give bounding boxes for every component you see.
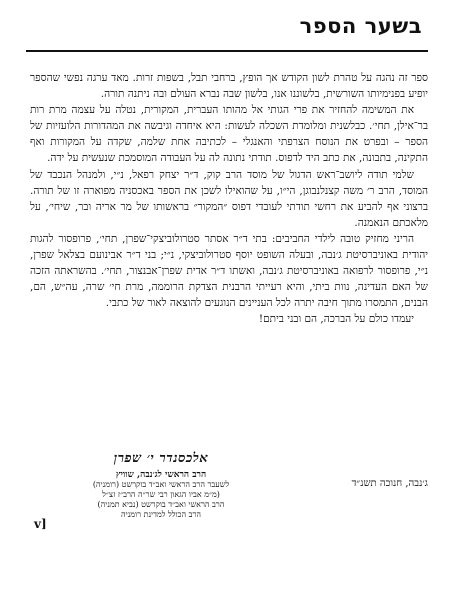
signature-title-line: לשעבר הרב הראשי ואב״ד בוקרשט (רומניה)	[92, 480, 230, 489]
signature-title-line: הרב הכולל למדינת רומניה	[121, 510, 201, 519]
signature-title-line: הרב הראשי ואב״ד בוקרשט (נביא תמניה)	[97, 500, 225, 509]
body-text	[30, 70, 428, 328]
paragraph-intro: ספר זה נהגה על טהרת לשון הקודש אך הופץ, ברחבי תבל, בשפות זרות. מאד ערגה נפשי שהספר יופיע בפנימיותו השורשית, בלשוננו אנו, בלשון שבה נברא העולם ובה ניתנה תורה.	[30, 72, 428, 101]
page-title: בשער הספר	[299, 14, 422, 38]
signature-name: אלכסנדר י׳ שפרן	[113, 451, 209, 466]
signature-title-line: (מ״מ אביו הגאון רבי שר״ה הרב״ז זצ״ל	[102, 490, 220, 499]
paragraph-publisher-thanks: שלמי תודה ליושב־ראש הדגול של מוסד הרב קוק, ד״ר יצחק רפאל, נ״י, ולמנהל הנכבד של המוסד, הרב ר׳ משה קצנלנבוגן, הי״ו, על שהואילו לשכן את הספר באכסניה מפוארה זו של תורה. ברצוני אף להביע את רחשי תודתי לעובדי דפוס ״המקור״ בראשותו של מר אריה ובר, שיחי׳, על מלאכתם הנאמנה.	[30, 168, 428, 229]
paragraph-translator: את המשימה להחזיר את פרי הגותי אל מהותו העברית, המקורית, נטלה על עצמה מרת רות בר־אילן, תחי׳. כבלשנית ומלומדת השכלה לעשות: היא איחדה וגיבשה את המהדורות הלועזיות של הספר – ובפרט את הנוסח הצרפתי והאנגלי – לכתיבה אחת שלמה, שקדה על המקורות ואף התקינה, בתבונה, את כתב היד לדפוס. תודתי נתונה לה על העבודה המוסמכת שנעשית על ידה.	[30, 104, 428, 165]
signature-block	[66, 450, 256, 520]
signature-title-line: הרב הראשי לג׳נבה, שוויץ	[115, 470, 207, 480]
paragraph-family-thanks: הריני מחזיק טובה לילדי החביבים: בתי ד״ר אסתר סטרולוביצקי־שפרן, תחי׳, פרופסור להגות יהודית באוניברסיטת ג׳נבה, ובעלה השופט יוסף סטרולוביצקי, נ״י; בני ד״ר אבינועם בצלאל שפרן, נ״י, פרופסור לרפואה באוניברסיטת ג׳נבה, ואשתו ד״ר אדית שפרן־אבנצור, תחי׳. בהשראתה הזכה של האם העדינה, נוות ביתי, והיא רעייתי הרבנית הצדקת הרוממה, מרת חי׳ שרה, עה״ש, הם, הבנים, התמסרו מתוך חיבה יתרה לכל העניינים הנוגעים להוצאה לאור של כתבי.	[30, 232, 428, 310]
signature-area	[30, 450, 428, 550]
paragraph-closing: יעמדו כולם על הברכה, הם ובני ביתם!	[258, 313, 414, 326]
place-date: ג׳נבה, חנוכה תשנ״ד	[351, 478, 428, 489]
page-number: v]	[34, 517, 47, 531]
page-header	[26, 6, 428, 52]
